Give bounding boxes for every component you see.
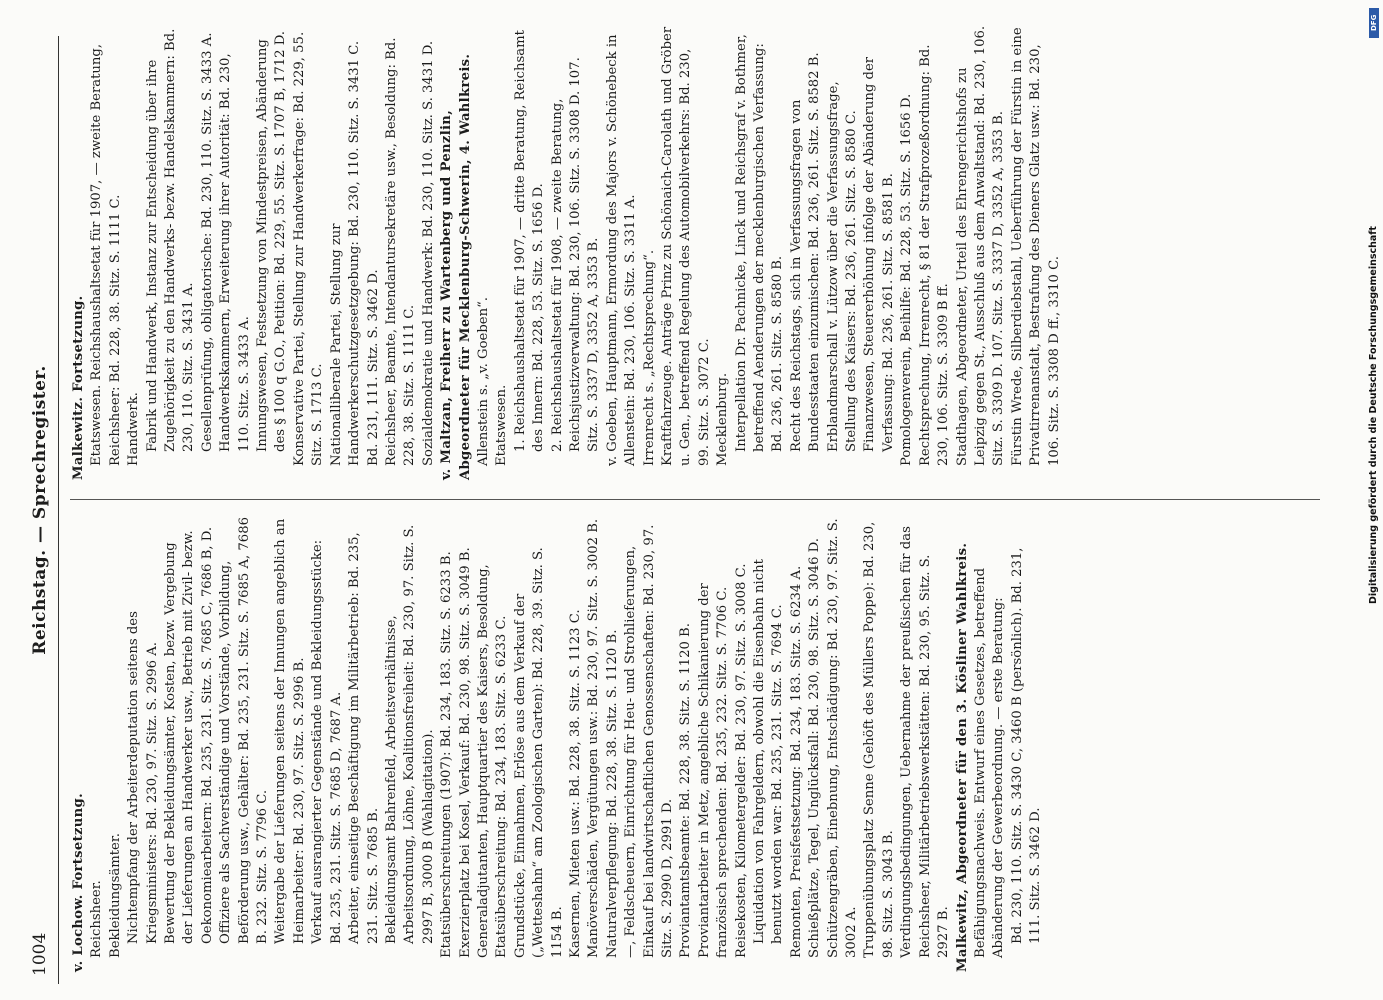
page-number: 1004 [30, 932, 50, 976]
register-entry: Mecklenburg. [715, 372, 731, 466]
right-column [70, 25, 1064, 480]
register-entry: 2. Reichshaushaltsetat für 1908, — zweite Beratung, Reichsjustizverwaltung: Bd. 230, 106. Sitz. S. 3308 D. 107. Sitz. S. 3337 D, 3352 A, 3353 B. [549, 57, 602, 452]
funding-notice: Digitalisierung gefördert durch die Deutsche Forschungsgemeinschaft [1368, 226, 1379, 604]
register-entry: Stadthagen, Abgeordneter, Urteil des Ehrengerichtshofs zu Leipzig gegen St., Ausschluß aus dem Anwaltstand: Bd. 230, 106. Sitz. S. 3309 D. 107. Sitz. S. 3337 D, 3352 A, 3353 B. [954, 25, 1007, 466]
register-entry: Exerzierplatz bei Kosel, Verkauf: Bd. 230, 98. Sitz. S. 3049 B. [457, 547, 473, 958]
register-entry: Bekleidungsämter. [107, 833, 123, 958]
register-entry: Fabrik und Handwerk, Instanz zur Entscheidung über ihre Zugehörigkeit zu den Handwerks- bezw. Handelskammern: Bd. 230, 110. Sitz. S. 3431 A. [144, 28, 197, 452]
header-rule [58, 36, 59, 984]
register-entry: Offiziere als Sachverständige und Vorstände, Vorbildung, Beförderung usw., Gehälter: Bd. 235, 231. Sitz. S. 7685 A, 7686 B. 232. Sitz. S. 7796 C. [218, 517, 271, 944]
register-entry: Etatsüberschreitungen (1907): Bd. 234, 183. Sitz. S. 6233 B. [439, 551, 455, 958]
register-entry: Kraftfahrzeuge. Anträge Prinz zu Schönaich-Carolath und Gröber u. Gen., betreffend Regelung des Automobilverkehrs: Bd. 230, 99. Sitz. S. 3072 C. [660, 26, 712, 466]
register-entry: Erblandmarschall v. Lützow über die Verfassungsfrage, Stellung des Kaisers: Bd. 236, 261. Sitz. S. 8580 C. [825, 81, 860, 452]
register-entry: Verdingungsbedingungen, Uebernahme der preußischen für das Reichsheer, Militärbetriebswerkstätten: Bd. 230, 95. Sitz. S. 2927 B. [899, 526, 952, 958]
register-entry: Verkauf ausrangierter Gegenstände und Bekleidungsstücke: Bd. 235, 231. Sitz. S. 7685 D, 7687 A. [310, 539, 344, 944]
rotated-page-content [10, 20, 1340, 1000]
register-entry: Etatswesen. [494, 384, 510, 466]
register-entry: Finanzwesen, Steuererhöhung infolge der Abänderung der Verfassung: Bd. 236, 261. Sitz. S. 8581 B. [862, 56, 896, 452]
register-entry: Nationalliberale Partei, Stellung zur Handwerkerschutzgesetzgebung: Bd. 230, 110. Sitz. S. 3431 C. Bd. 231, 111. Sitz. S. 3462 D. [328, 40, 381, 466]
left-column [70, 517, 1046, 972]
entry-heading: v. Maltzan, Freiherr zu Wartenberg und Penzlin, Abgeordneter für Mecklenburg-Schwerin, 4. Wahlkreis. [439, 53, 473, 480]
register-entry: Innungswesen, Festsetzung von Mindestpreisen, Abänderung des § 100 q G.O., Petition: Bd. 229, 55. Sitz. S. 1707 B, 1712 D. [255, 31, 289, 452]
register-entry: Sozialdemokratie und Handwerk: Bd. 230, 110. Sitz. S. 3431 D. [420, 40, 436, 466]
register-entry: Fürstin Wrede, Silberdiebstahl, Ueberführung der Fürstin in eine Privatirrenanstalt, Bestrafung des Dieners Glatz usw.: Bd. 230, 106. Sitz. S. 3308 D ff., 3310 C. [1009, 27, 1062, 466]
register-entry: Truppenübungsplatz Senne (Gehöft des Müllers Poppe): Bd. 230, 98. Sitz. S. 3043 B. [862, 521, 896, 958]
register-entry: Proviantamtsbeamte: Bd. 228, 38. Sitz. S. 1120 B. [678, 623, 694, 958]
register-entry: 1. Reichshaushaltsetat für 1907, — dritte Beratung, Reichsamt des Innern: Bd. 228, 53. Sitz. S. 1656 D. [512, 30, 547, 452]
register-entry: Handwerkskammern, Erweiterung ihrer Autorität: Bd. 230, 110. Sitz. S. 3433 A. [218, 53, 252, 452]
register-entry: Reichsheer. [89, 880, 105, 958]
register-entry: Konservative Partei, Stellung zur Handwerkerfrage: Bd. 229, 55. Sitz. S. 1713 C. [291, 31, 326, 466]
register-entry: Remonten, Preisfestsetzung: Bd. 234, 183. Sitz. S. 6234 A. [788, 565, 804, 958]
register-entry: Irrenrecht s. „Rechtsprechung“. [641, 249, 657, 466]
register-entry: Bd. 230, 110. Sitz. S. 3430 C, 3460 B (persönlich). Bd. 231, 111. Sitz. S. 3462 D. [1009, 547, 1044, 944]
register-entry: Naturalverpflegung: Bd. 228, 38. Sitz. S. 1120 B. [604, 629, 620, 958]
dfg-logo: DFG [1369, 8, 1379, 38]
register-entry: Pomologenverein, Beihilfe: Bd. 228, 53. Sitz. S. 1656 D. [899, 93, 915, 466]
register-entry: Recht des Reichstags, sich in Verfassungsfragen von Bundesstaaten einzumischen: Bd. 236, 261. Sitz. S. 8582 B. [788, 52, 823, 452]
register-entry: Liquidation von Fahrgeldern, obwohl die Eisenbahn nicht benutzt worden war: Bd. 235, 231. Sitz. S. 7694 C. [752, 559, 786, 944]
register-entry: Generaladjutanten, Hauptquartier des Kaisers, Besoldung, Etatsüberschreitung: Bd. 234, 183. Sitz. S. 6233 C. [475, 564, 510, 958]
register-entry: Schießplätze, Tegel, Unglücksfall: Bd. 230, 98. Sitz. S. 3046 D. [807, 538, 823, 958]
register-entry: Interpellation Dr. Pachnicke, Linck und Reichsgraf v. Bothmer, betreffend Aenderungen der mecklenburgischen Verfassung: Bd. 236, 261. Sitz. S. 8580 B. [733, 34, 786, 452]
entry-heading: Malkewitz, Abgeordneter für den 3. Kösliner Wahlkreis. [954, 542, 970, 972]
page-title: Reichstag. — Sprechregister. [30, 365, 50, 655]
entry-heading: v. Lochow. Fortsetzung. [71, 793, 86, 972]
register-entry: Allenstein s. „v. Goeben“. [475, 296, 491, 466]
register-entry: Schützengräben, Einebnung, Entschädigung: Bd. 230, 97. Sitz. S. 3002 A. [825, 518, 860, 958]
register-entry: Befähigungsnachweis. Entwurf eines Gesetzes, betreffend Abänderung der Gewerbeordnung. — erste Beratung: [972, 567, 1007, 958]
register-entry: Etatswesen. Reichshaushaltsetat für 1907, — zweite Beratung, Reichsheer: Bd. 228, 38. Sitz. S. 1111 C. [89, 43, 123, 466]
register-entry: Proviantarbeiter in Metz, angebliche Schikanierung der französisch sprechenden: Bd. 235, 232. Sitz. S. 7706 C. [696, 583, 731, 958]
register-entry: Reichsheer, Beamte, Intendantursekretäre usw., Besoldung: Bd. 228, 38. Sitz. S. 1111 C. [383, 37, 418, 466]
register-entry: Grundstücke, Einnahmen, Erlöse aus dem Verkauf der („Wetteshahn“ am Zoologischen Garten): Bd. 228, 39. Sitz. S. 1154 B. [512, 547, 565, 958]
register-entry: Bekleidungsamt Bahrenfeld, Arbeitsverhältnisse, Arbeitsordnung, Löhne, Koalitionsfreiheit: Bd. 230, 97. Sitz. S. 2997 B, 3000 B (Wahlagitation). [383, 524, 436, 944]
register-entry: Manöverschäden, Vergütungen usw.: Bd. 230, 97. Sitz. S. 3002 B. [586, 518, 602, 958]
register-entry: Handwerk. [126, 392, 142, 466]
register-entry: v. Goeben, Hauptmann, Ermordung des Majors v. Schönebeck in Allenstein: Bd. 230, 106. Sitz. S. 3311 A. [604, 34, 639, 466]
register-entry: Arbeiter, einseitige Beschäftigung im Militärbetrieb: Bd. 235, 231. Sitz. S. 7685 B. [347, 532, 381, 944]
register-entry: Nichtempfang der Arbeiterdeputation seitens des Kriegsministers: Bd. 230, 97. Sitz. S. 2996 A. [126, 611, 160, 944]
register-entry: Kasernen, Mieten usw.: Bd. 228, 38. Sitz. S. 1123 C. [567, 609, 583, 958]
register-entry: Weitergabe der Lieferungen seitens der Innungen angeblich an Heimarbeiter: Bd. 230, 97. Sitz. S. 2996 B. [273, 518, 307, 944]
register-entry: Gesellenprüfung, obligatorische: Bd. 230, 110. Sitz. S. 3433 A. [199, 32, 215, 452]
page-header [10, 20, 60, 1000]
register-entry: —, Feldscheuern, Einrichtung für Heu- und Strohlieferungen, Einkauf bei landwirtschaftlichen Genossenschaften: Bd. 230, 97. Sitz. S. 2990 D, 2991 D. [623, 524, 675, 958]
register-entry: Rechtsprechung, Irrenrecht, § 81 der Strafprozeßordnung: Bd. 230, 106. Sitz. S. 3309 B ff. [917, 44, 952, 466]
column-divider [70, 499, 1320, 500]
entry-heading: Malkewitz. Fortsetzung. [71, 295, 86, 480]
register-entry: Reisekosten, Kilometergelder: Bd. 230, 97. Sitz. S. 3008 C. [733, 563, 749, 958]
register-entry: Bewertung der Bekleidungsämter, Kosten, bezw. Vergebung der Lieferungen an Handwerker usw., Betrieb mit Zivil- bezw. Oekonomiearbeitern: Bd. 235, 231. Sitz. S. 7685 C, 7686 B, D. [163, 526, 215, 944]
